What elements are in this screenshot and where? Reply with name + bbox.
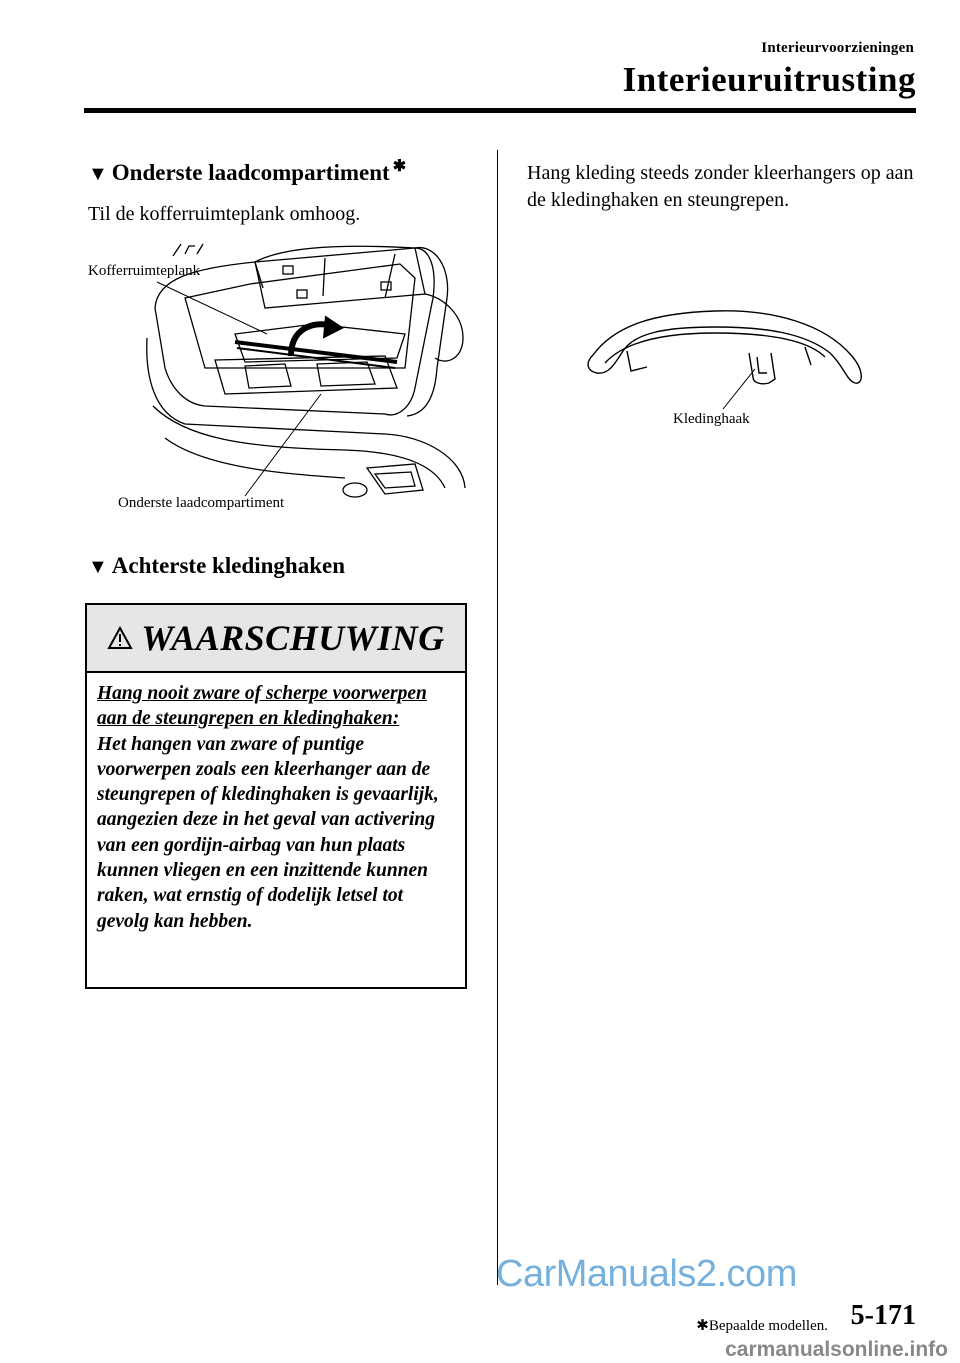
figure-label-hook: Kledinghaak — [673, 411, 750, 427]
warning-lead: Hang nooit zware of scherpe voorwerpen aan de steungrepen en kledinghaken: — [97, 683, 427, 730]
warning-title: WAARSCHUWING — [141, 618, 445, 658]
section-subtitle: Interieurvoorzieningen — [761, 40, 914, 56]
asterisk-icon: ✱ — [392, 158, 407, 175]
warning-body — [87, 673, 465, 934]
watermark-logo: CarManuals2.com — [496, 1253, 797, 1295]
section-title: Interieuruitrusting — [622, 60, 916, 99]
cargo-area-illustration — [85, 238, 470, 520]
instruction-text: Til de kofferruimteplank omhoog. — [88, 203, 361, 225]
warning-text: Het hangen van zware of puntige voorwerpen zoals een kleerhanger aan de steungrepen of kledinghaken is gevaarlijk, aangezien deze in het geval van activering van een gordijn-airbag van hun plaats kunnen vliegen en een inzittende kunnen raken, wat ernstig of dodelijk letsel tot gevolg kan hebben. — [97, 733, 439, 932]
watermark-url: carmanualsonline.info — [725, 1338, 948, 1361]
column-divider — [497, 150, 498, 1285]
footer-note — [696, 1316, 828, 1335]
warning-header — [87, 605, 465, 673]
figure-label-compartment: Onderste laadcompartiment — [118, 495, 285, 511]
warning-triangle-icon — [107, 626, 133, 650]
heading-text: Onderste laadcompartiment — [111, 160, 390, 185]
hook-instruction-text: Hang kleding steeds zonder kleerhangers op aan de kledinghaken en steungrepen. — [527, 162, 914, 211]
figure-label-shelf: Kofferruimteplank — [88, 263, 201, 279]
triangle-marker-icon: ▼ — [88, 163, 108, 185]
heading-text: Achterste kledinghaken — [111, 553, 345, 578]
header-rule — [84, 108, 916, 113]
heading-rear-clothes-hooks — [88, 553, 345, 581]
footer-note-text: Bepaalde modellen. — [708, 1318, 828, 1334]
heading-lower-compartment — [88, 160, 406, 188]
page-number: 5-171 — [850, 1300, 916, 1331]
triangle-marker-icon: ▼ — [88, 556, 108, 578]
asterisk-icon: ✱ — [696, 1318, 709, 1334]
warning-box — [85, 603, 467, 989]
